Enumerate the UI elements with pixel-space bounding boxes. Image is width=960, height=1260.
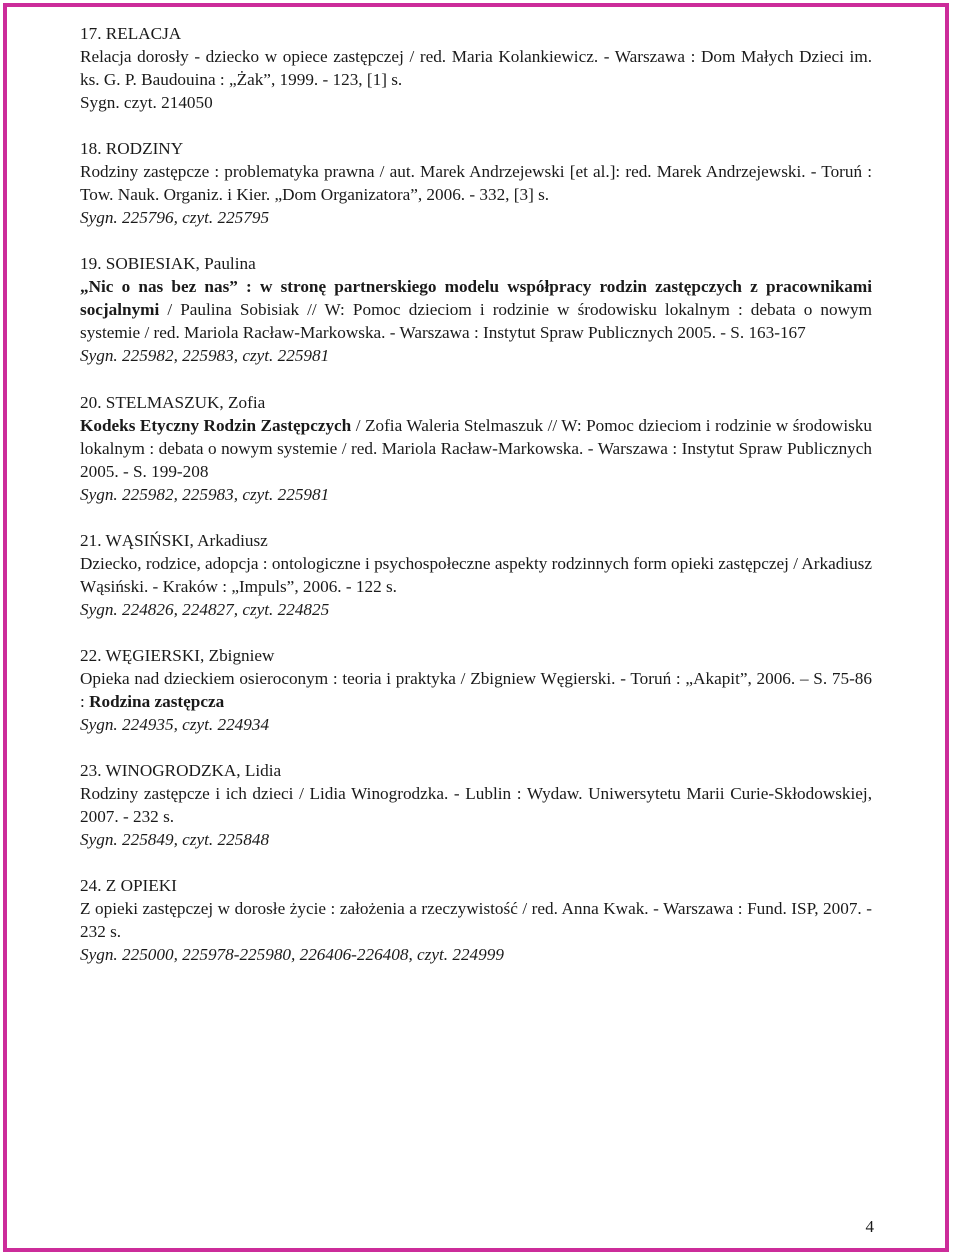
entry-description: Relacja dorosły - dziecko w opiece zastępczej / red. Maria Kolankiewicz. - Warszawa : Dom Małych Dzieci im. ks. G. P. Baudouina : „Żak”, 1999. - 123, [1] s.: [80, 47, 872, 89]
entry-signature: Sygn. 225982, 225983, czyt. 225981: [80, 346, 330, 366]
entry-description: [80, 275, 872, 344]
entry-details: / Paulina Sobisiak // W: Pomoc dzieciom i rodzinie w środowisku lokalnym : debata o nowym systemie / red. Mariola Racław-Markowska. - Warszawa : Instytut Spraw Publicznych 2005. - S. 163-167: [80, 300, 872, 343]
entry-heading: 22. WĘGIERSKI, Zbigniew: [80, 645, 275, 665]
entry-description: Dziecko, rodzice, adopcja : ontologiczne i psychospołeczne aspekty rodzinnych form opieki zastępczej / Arkadiusz Wąsiński. - Kraków : „Impuls”, 2006. - 122 s.: [80, 553, 872, 596]
entry-title: Kodeks Etyczny Rodzin Zastępczych: [80, 415, 352, 435]
entry-heading: 21. WĄSIŃSKI, Arkadiusz: [80, 530, 268, 550]
bibliography-entry-17: [80, 22, 872, 114]
entry-signature: Sygn. 225796, czyt. 225795: [80, 208, 270, 228]
entry-signature: Sygn. 225849, czyt. 225848: [80, 830, 270, 850]
entry-series: Rodzina zastępcza: [89, 691, 225, 711]
entry-description: Rodziny zastępcze : problematyka prawna / aut. Marek Andrzejewski [et al.]: red. Marek Andrzejewski. - Toruń : Tow. Nauk. Organiz. i Kier. „Dom Organizatora”, 2006. - 332, [3] s.: [80, 162, 872, 205]
bibliography-entry-20: [80, 391, 872, 506]
entry-heading: 23. WINOGRODZKA, Lidia: [80, 761, 282, 781]
entry-heading: 19. SOBIESIAK, Paulina: [80, 254, 256, 274]
entry-details: Opieka nad dzieckiem osieroconym : teoria i praktyka / Zbigniew Węgierski. - Toruń : „Akapit”, 2006. – S. 75-86 :: [80, 668, 872, 711]
entry-signature: Sygn. 224935, czyt. 224934: [80, 714, 270, 734]
page-number: 4: [865, 1217, 874, 1236]
entry-signature: Sygn. 225982, 225983, czyt. 225981: [80, 484, 330, 504]
bibliography-entry-22: [80, 644, 872, 736]
entry-signature: Sygn. 224826, 224827, czyt. 224825: [80, 599, 330, 619]
entry-heading: 20. STELMASZUK, Zofia: [80, 392, 266, 412]
bibliography-entry-24: [80, 874, 872, 966]
bibliography-entry-18: [80, 137, 872, 229]
bibliography-list: [80, 22, 872, 990]
entry-description: [80, 667, 872, 713]
bibliography-entry-19: [80, 252, 872, 367]
entry-signature: Sygn. 225000, 225978-225980, 226406-226408, czyt. 224999: [80, 945, 504, 965]
entry-heading: 24. Z OPIEKI: [80, 876, 177, 896]
entry-description: Z opieki zastępczej w dorosłe życie : założenia a rzeczywistość / red. Anna Kwak. - Warszawa : Fund. ISP, 2007. - 232 s.: [80, 899, 872, 942]
entry-heading: 18. RODZINY: [80, 139, 184, 159]
entry-title: „Nic o nas bez nas” : w stronę partnerskiego modelu współpracy rodzin zastępczych z pracownikami socjalnymi: [80, 277, 872, 320]
bibliography-entry-21: [80, 529, 872, 621]
entry-signature: Sygn. czyt. 214050: [80, 93, 213, 112]
entry-description: [80, 414, 872, 483]
entry-description: Rodziny zastępcze i ich dzieci / Lidia Winogrodzka. - Lublin : Wydaw. Uniwersytetu Marii Curie-Skłodowskiej, 2007. - 232 s.: [80, 784, 872, 827]
entry-heading: 17. RELACJA: [80, 24, 182, 43]
bibliography-entry-23: [80, 759, 872, 851]
entry-details: / Zofia Waleria Stelmaszuk // W: Pomoc dzieciom i rodzinie w środowisku lokalnym : debata o nowym systemie / red. Mariola Racław-Markowska. - Warszawa : Instytut Spraw Publicznych 2005. - S. 199-208: [80, 415, 872, 481]
